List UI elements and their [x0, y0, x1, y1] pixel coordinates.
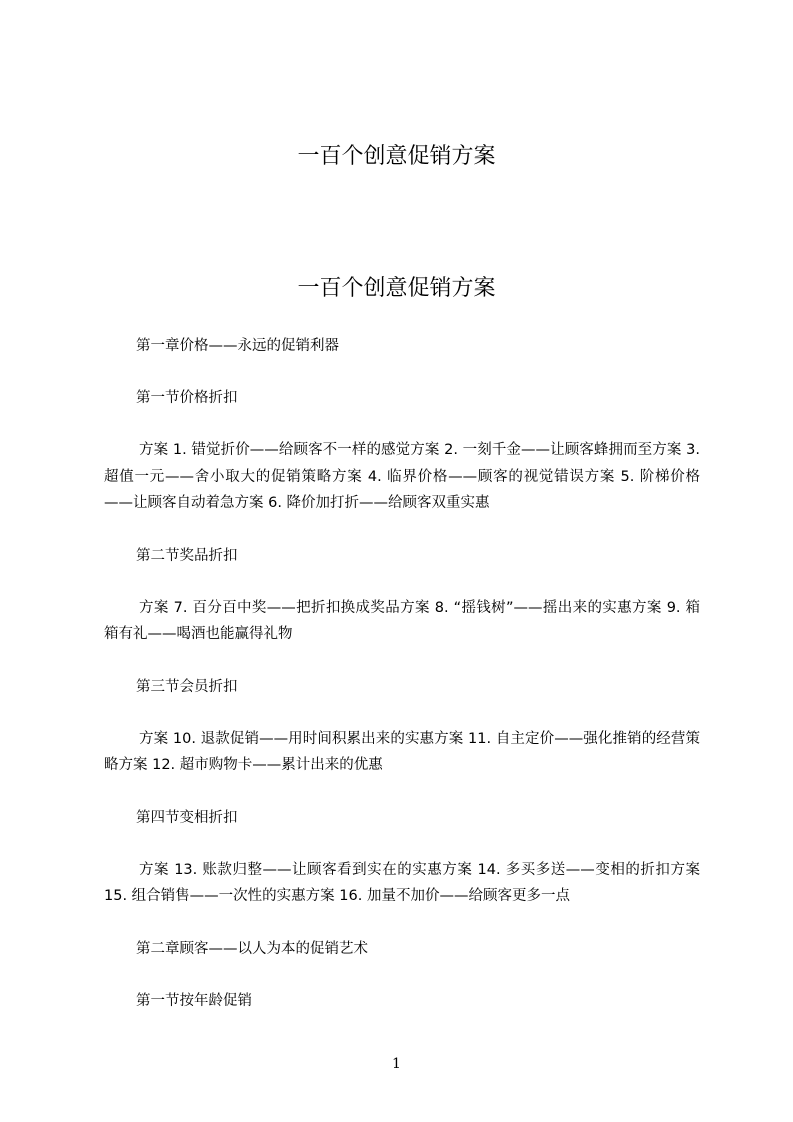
section-1-4-heading: 第四节变相折扣 [136, 809, 238, 826]
section-1-1-heading: 第一节价格折扣 [136, 390, 238, 406]
paragraph-plans-10-12: 方案 10. 退款促销——用时间积累出来的实惠方案 11. 自主定价——强化推销的经营策略方案 12. 超市购物卡——累计出来的优惠 [104, 730, 700, 773]
section-1-2-heading: 第二节奖品折扣 [136, 547, 238, 564]
document-title-main: 一百个创意促销方案 [297, 276, 496, 301]
document-title-top: 一百个创意促销方案 [297, 144, 496, 169]
chapter-2-heading: 第二章顾客——以人为本的促销艺术 [136, 940, 368, 957]
section-1-3-heading: 第三节会员折扣 [136, 678, 238, 695]
page-number: 1 [392, 1056, 401, 1072]
document-body [104, 333, 700, 1014]
chapter-1-heading: 第一章价格——永远的促销利器 [136, 338, 339, 354]
paragraph-plans-7-9: 方案 7. 百分百中奖——把折扣换成奖品方案 8. “摇钱树”——摇出来的实惠方案 9. 箱箱有礼——喝酒也能赢得礼物 [104, 599, 700, 642]
section-2-1-heading: 第一节按年龄促销 [136, 992, 252, 1009]
paragraph-plans-1-6: 方案 1. 错觉折价——给顾客不一样的感觉方案 2. 一刻千金——让顾客蜂拥而至方案 3. 超值一元——舍小取大的促销策略方案 4. 临界价格——顾客的视觉错误方案 5. 阶梯价格——让顾客自动着急方案 6. 降价加打折——给顾客双重实惠 [104, 442, 700, 511]
paragraph-plans-13-16: 方案 13. 账款归整——让顾客看到实在的实惠方案 14. 多买多送——变相的折扣方案 15. 组合销售——一次性的实惠方案 16. 加量不加价——给顾客更多一点 [104, 861, 700, 904]
